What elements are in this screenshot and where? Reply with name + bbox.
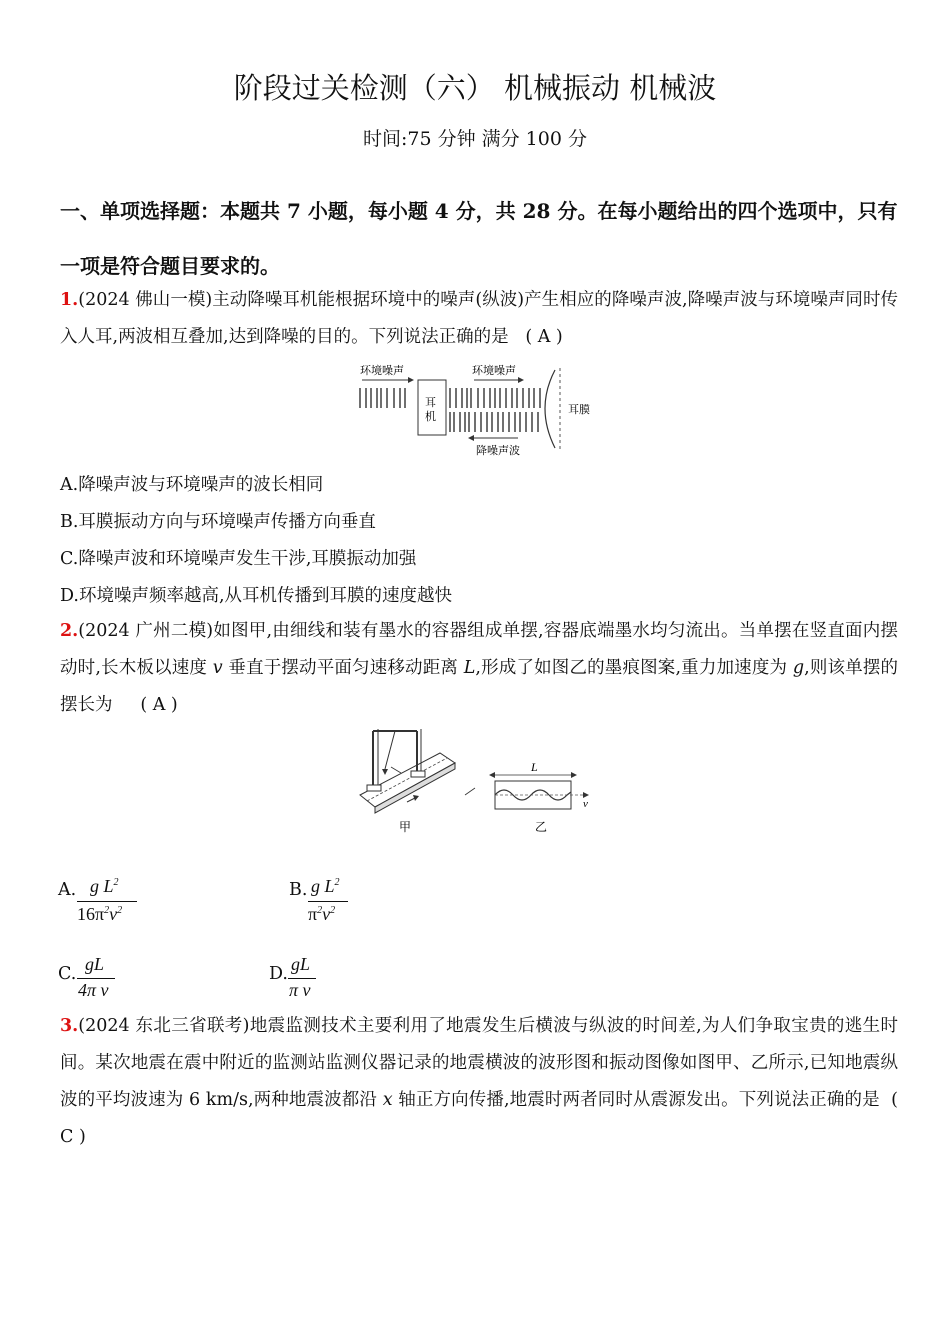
var-g: g xyxy=(792,658,805,678)
question-text-b: 垂直于摆动平面匀速移动距离 xyxy=(222,658,464,678)
sup: 2 xyxy=(334,877,340,888)
earphone-label-2: 机 xyxy=(425,410,436,423)
question-3 xyxy=(60,1008,898,1156)
label-L: L xyxy=(531,760,538,774)
page-subtitle: 时间:75 分钟 满分 100 分 xyxy=(362,128,587,150)
section-heading: 一、单项选择题：本题共 7 小题，每小题 4 分，共 28 分。在每小题给出的四个选项中，只有一项是符合题目要求的。 xyxy=(60,199,898,278)
option-b: B.耳膜振动方向与环境噪声传播方向垂直 xyxy=(60,512,376,532)
question-text: (2024 佛山一模)主动降噪耳机能根据环境中的噪声(纵波)产生相应的降噪声波,降噪声波与环境噪声同时传入人耳,两波相互叠加,达到降噪的目的。下列说法正确的是 xyxy=(60,290,898,347)
question-2 xyxy=(60,613,898,724)
var-x: x xyxy=(382,1090,393,1110)
env-noise-lines-left xyxy=(360,388,405,408)
option-c: C.降噪声波和环境噪声发生干涉,耳膜振动加强 xyxy=(60,549,417,569)
label-yi: 乙 xyxy=(535,820,548,834)
option-c-label: C. xyxy=(58,964,77,984)
denominator: 4π v xyxy=(78,980,109,1000)
denominator: π v xyxy=(289,980,311,1000)
label-v: v xyxy=(583,798,588,810)
board xyxy=(360,753,455,807)
var-L: L xyxy=(463,658,476,678)
label-env-noise-1: 环境噪声 xyxy=(360,364,404,377)
question-text-b: 轴正方向传播,地震时两者同时从震源发出。下列说法正确的是 xyxy=(392,1090,880,1110)
question-number: 3. xyxy=(60,1016,79,1036)
earphone-label: 耳 xyxy=(425,396,436,409)
numerator: g L xyxy=(311,876,335,896)
numerator: g L xyxy=(90,876,114,896)
label-anti-noise: 降噪声波 xyxy=(476,444,520,457)
answer: ( C ) xyxy=(60,1090,898,1147)
denominator: π xyxy=(308,904,318,924)
denominator: 16π xyxy=(77,904,105,924)
question-text-d: ,则该单摆的摆长为 xyxy=(60,658,899,715)
question-number: 2. xyxy=(60,621,79,641)
numerator: gL xyxy=(85,954,105,974)
option-d-label: D. xyxy=(269,964,288,984)
eardrum-curve xyxy=(545,370,555,448)
question-text: (2024 东北三省联考)地震监测技术主要利用了地震发生后横波与纵波的时间差,为人们争取宝贵的逃生时间。某次地震在震中附近的监测站监测仪器记录的地震横波的波形图和振动图像如图甲、乙所示,已知地震纵波的平均波速为 6 km/s,两种地震波都沿 xyxy=(60,1016,898,1110)
option-a-label: A. xyxy=(58,880,77,900)
label-jia: 甲 xyxy=(399,820,412,834)
sup: 2 xyxy=(104,905,110,916)
env-noise-lines-right xyxy=(450,388,540,408)
option-b-label: B. xyxy=(289,880,308,900)
den-v: v xyxy=(322,904,331,924)
label-eardrum: 耳膜 xyxy=(568,403,590,416)
anti-noise-lines xyxy=(450,412,538,432)
sup: 2 xyxy=(330,905,336,916)
answer: ( A ) xyxy=(140,695,178,715)
label-env-noise-2: 环境噪声 xyxy=(472,364,516,377)
sup: 2 xyxy=(317,905,323,916)
earphone-diagram xyxy=(350,360,600,460)
sup: 2 xyxy=(117,905,123,916)
question-text: (2024 广州二模)如图甲,由细线和装有墨水的容器组成单摆,容器底端墨水均匀流出。当单摆在竖直面内摆动时,长木板以速度 xyxy=(60,621,898,678)
numerator: gL xyxy=(291,954,311,974)
answer: ( A ) xyxy=(525,327,563,347)
question-text-c: ,形成了如图乙的墨痕图案,重力加速度为 xyxy=(475,658,793,678)
den-v: v xyxy=(109,904,118,924)
question-1 xyxy=(60,282,898,356)
option-d: D.环境噪声频率越高,从耳机传播到耳膜的速度越快 xyxy=(60,586,453,606)
question-number: 1. xyxy=(60,290,79,310)
pendulum-diagram xyxy=(355,725,605,840)
option-a: A.降噪声波与环境噪声的波长相同 xyxy=(60,475,324,495)
var-v: v xyxy=(212,658,223,678)
sup: 2 xyxy=(113,877,119,888)
page-title: 阶段过关检测（六） 机械振动 机械波 xyxy=(233,71,717,105)
